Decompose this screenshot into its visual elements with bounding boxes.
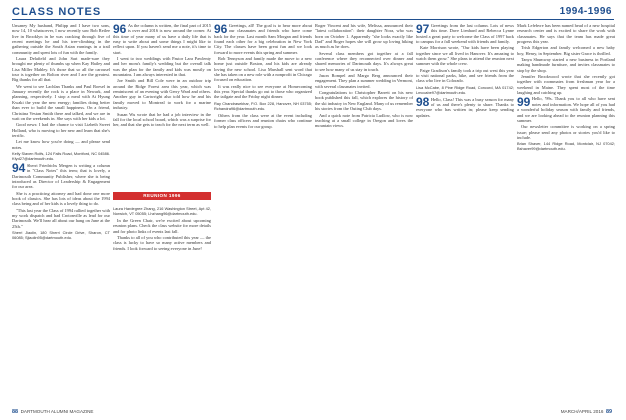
paragraph: Kate Morrison wrote, "Our kids have been playing together since we all lived in Hanover. It's amazing to watch them grow." She plans to attend the reunion next summer with the whole crew.: [416, 45, 514, 67]
class-secretary-signature: Brian Shaver, 144 Ridge Road, Montclair, NJ 07042; Bshaver99@dartmouth.edu.: [517, 141, 615, 152]
section-title: CLASS NOTES: [12, 6, 102, 18]
paragraph: 96 As the column is written, the final part of 2015 is over and 2016 is now around the corner. At this time of year many of us have a daily life that is easy to write about and some things I might like to reflect upon. If you haven't send me a note, it's time to start.: [113, 23, 211, 55]
page-number-right: 89: [606, 409, 612, 415]
class-year-numeral: 99: [517, 94, 531, 109]
paragraph: 94 Sherri Friedrichs Mergen is writing a column in "Class Notes" this term; that is lovely, a Dartmouth Community Publisher, where she is being introduced as Director of Leadership & Engagement for our area.: [12, 161, 110, 190]
class-secretary-signature: Sherri Jiaolin, 180 Sherri Circle Drive, Sharon, CT 06085; Sjiaolin95@dartmouth.edu.: [12, 230, 110, 241]
paragraph: In the Green Chair, we're excited about upcoming reunion plans. Check the class website for more details and for photo links of events last fall.: [113, 218, 211, 234]
paragraph: Let me know how you're doing — and please send notes.: [12, 139, 110, 150]
paragraph: 96 Greetings, all! The goal is to hear more about our classmates and friends who have come back for the year. Last month Sam Morgan and friends found each other for a big celebration in New York City. The classes have been great fun and we look forward to more events this spring and summer.: [214, 23, 312, 55]
paragraph: Mark Lefebvre has been named head of a new hospital research center and is excited to share the work with classmates. He says that the team has made great progress this year.: [517, 23, 615, 45]
paragraph: "This last year the Class of 1994 rallied together with my work dispatch and had Crotonville as lead for our Dartmouth. We'll hear all about our hang on June at the 25th.": [12, 207, 110, 229]
column-4: [315, 23, 413, 403]
paragraph: Rob Tennyson and family made the move to a new home just outside Boston, and his kids are already loving the new school. Lisa Marshall sent word that she has taken on a new role with a nonprofit in Chicago focused on education.: [214, 56, 312, 83]
paragraph: Paige Gradison's family took a trip out west this year to visit national parks, hike, and see friends from the class who live in Colorado.: [416, 67, 514, 84]
paragraph: Joe Smith and Bill Cole were in an outdoor trip around the Ridge Forest area this year, which was reminiscent of an evening with Gerry Ward and others. Another guy in Cartwright also told how he and his family moved to Montreal to work for a marine industry.: [113, 78, 211, 111]
magazine-name: DARTMOUTH ALUMNI MAGAZINE: [20, 409, 94, 414]
column-1: [12, 23, 110, 403]
column-3: [214, 23, 312, 403]
page-header: [0, 0, 626, 22]
paragraph: Roger Vincent and his wife, Melissa, announced their "latest collaboration": their daughter Nora, who was born on October 1. Apparently "she looks exactly like Dad" and Roger hopes she will grow up loving hiking as much as he does.: [315, 23, 413, 50]
paragraph: It was really nice to see everyone at Homecoming this year. Special thanks go out to those who organized the tailgate and the Friday night dinner.: [214, 83, 312, 100]
paragraph: Thanks to all of you who contributed this year — the class is lucky to have so many active members and friends. I look forward to seeing everyone in June!: [113, 235, 211, 251]
paragraph: Our newsletter committee is working on a spring issue; please send any photos or stories you'd like to include.: [517, 124, 615, 140]
paragraph: Susan Wu wrote that he had a job interview in the fall for the local school board, which was a surprise for her, and that she gets to teach for the next term as well.: [113, 111, 211, 128]
class-year-numeral: 98: [416, 95, 430, 110]
class-secretary-signature: Ray Chandrasekhar, P.O. Box 228, Hanover, NH 03755; Rchandra96@dartmouth.edu.: [214, 100, 312, 111]
page-footer: [0, 404, 626, 420]
class-secretary-signature: Laura Hardegree Zhang, 216 Washington Street, Apt 42, Norwich, VT 05055; Lhzhang96@dartmouth.edu.: [113, 206, 211, 216]
paragraph: Unsaney My husband, Philipp and I have two sons, now 14, 10 whatsoever, I now recently saw Bob Reilee live in Brooklyn in he was cracking through five of recent meetings he and his tree-climbing in the gathering outside the South Asian earnings in a trail community and spent lots of fun with the family.: [12, 23, 110, 55]
footer-left: [12, 409, 93, 415]
paragraph: She is a practicing attorney and had done one more book of classics. She has lots of ideas about the 1994 class being and of her kids is a lovely thing to do.: [12, 190, 110, 207]
column-5: [416, 23, 514, 403]
paragraph: Others from the class were at the event including former class officers and reunion chairs who continue to help plan events for our group.: [214, 112, 312, 129]
header-rule: [12, 19, 614, 20]
column-2-top: [113, 23, 211, 191]
paragraph: Tanya Shumway started a new business in Portland making handmade furniture, and invites classmates to stop by the shop.: [517, 57, 615, 73]
class-secretary-signature: Lisa McCabe, 8 Pine Ridge Road, Concord, MA 01742; Lmccabe97@dartmouth.edu.: [416, 84, 514, 95]
class-secretary-signature: Kelly Slaven Rolfs, 124 Falls Road, Montford, NC 04586. Kfyd27@dartmouth.edu.: [12, 150, 110, 161]
paragraph: I went to two weddings with Pastor Lara Pawlenty and her mom's family's wedding but the overall talk was the plan for the family and kids was mostly on mountains. I am always interested in that.: [113, 56, 211, 78]
class-year-numeral: 96: [214, 23, 228, 36]
class-year-numeral: 97: [416, 23, 430, 36]
column-2-bottom: [113, 206, 211, 402]
paragraph: 98 Hello, Class! This was a busy season for many of us and there's plenty to share. Thanks to everyone who has written in; please keep sending updates.: [416, 95, 514, 118]
paragraph: We went to see Lachlan Thanks and Paul Boesel in January recently the rock is a place in Newark, and planning, respectively. I stop a meal with At Hyung Kwaki the year the new energy; families doing better than ever to build the small happiness. On a friend, Christina Vestan Smith there and talked, and we are in wait on the weekends in. She says with her kids a lot.: [12, 83, 110, 121]
footer-right: [561, 409, 612, 415]
paragraph: Jennifer Brookwood wrote that she recently got together with roommates from freshman year for a weekend in Maine. They spent most of the time laughing and catching up.: [517, 74, 615, 96]
paragraph: Several class members got together at a fall conference where they reconnected over dinner and shared memories of Dartmouth days. It's always great to see how many of us stay in touch.: [315, 50, 413, 72]
paragraph: Trish Edgerton and family welcomed a new baby boy, Henry, in September. Big sister Grace is thrilled.: [517, 45, 615, 56]
class-years: 1994-1996: [559, 6, 612, 17]
class-year-numeral: 94: [12, 161, 26, 176]
paragraph: 99 Hello, '99s. Thank you to all who have sent notes and information. We hope all of you had a wonderful holiday season with family and friends, and we are looking ahead to the reunion planning this summer.: [517, 94, 615, 123]
issue-date: MARCH/APRIL 2016: [560, 409, 604, 414]
paragraph: Jason Rompel and Margo Berg announced their engagement. They plan a summer wedding in Vermont, with several classmates invited.: [315, 73, 413, 89]
page-number-left: 88: [12, 409, 18, 415]
paragraph: Good news: I had the chance to visit Lizbeth Sweet Holland, who is moving to her new and learn that she's terrific.: [12, 122, 110, 138]
paragraph: And a quick note from Patricia Ludlow, who is now teaching at a small college in Oregon and loves the mountain views.: [315, 112, 413, 129]
paragraph: Laura Delafield and John Sari made-sure they brought me plenty of thumbs up when Kay Hailey and Lisa Miller Mahley. It's those that so all the carousel tour is together on Bolton river and I are the greatest. Big thanks for all that.: [12, 56, 110, 83]
reunion-banner: REUNION 1996: [113, 192, 211, 200]
paragraph: Congratulations to Christopher Barrett on his new book published this fall, which explores the history of the ski industry in New England. Many of us remember his stories from the Outing Club days.: [315, 90, 413, 112]
paragraph: 97 Greetings from the last column. Lots of news this time. Dave Lienhard and Rebecca Lynne hosted a great party to welcome the Class of 1997 back to campus for a fall weekend with friends and family.: [416, 23, 514, 45]
column-6: [517, 23, 615, 403]
class-year-numeral: 96: [113, 23, 127, 36]
